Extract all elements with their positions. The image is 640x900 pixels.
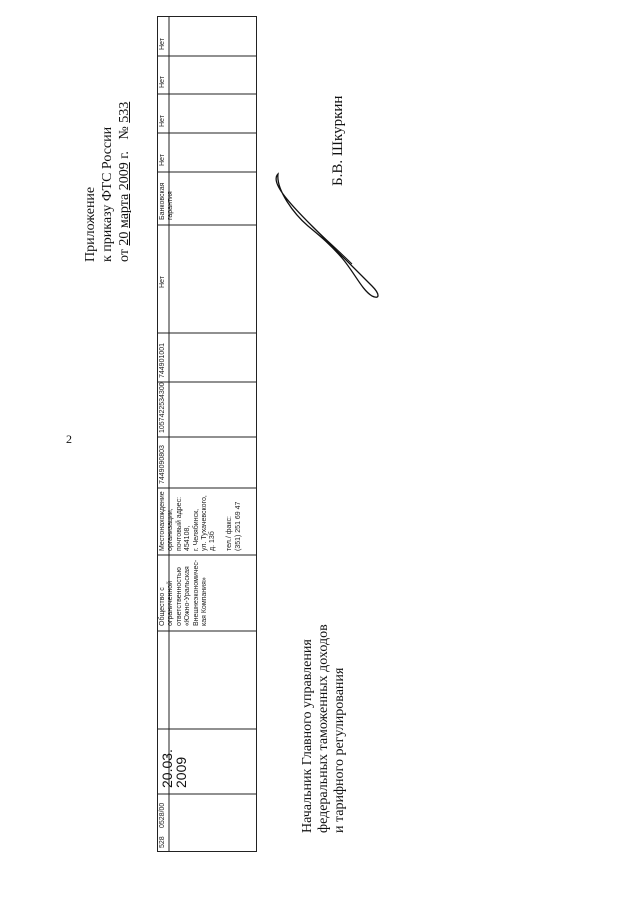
cell-no-1: Нет: [159, 276, 166, 288]
signatory-position: [300, 624, 348, 833]
org-line: ответственностью: [175, 567, 183, 626]
order-number: 533: [117, 101, 132, 123]
signer-name: Б.В. Шкуркин: [330, 95, 346, 186]
attachment-order: к приказу ФТС России: [100, 126, 115, 262]
address-line: (351) 251 69 47: [234, 501, 242, 551]
date-day: 20: [117, 231, 132, 246]
registry-table: [157, 16, 257, 852]
cell-no-5: Нет: [159, 38, 166, 50]
address-line: тел./ факс:: [226, 516, 234, 551]
date-month: марта: [117, 193, 132, 229]
address-spacer: [218, 491, 226, 551]
cell-date-line2: 2009: [173, 756, 189, 788]
position-line-1: Начальник Главного управления: [300, 639, 315, 833]
org-line: Общество с: [159, 587, 166, 626]
page-number: 2: [66, 432, 72, 446]
cell-no-2: Нет: [159, 154, 166, 166]
address-line: организации,: [167, 508, 175, 551]
cell-guarantee: [159, 183, 176, 220]
org-line: Внешнеэкономичес-: [192, 559, 200, 626]
date-year: 2009: [117, 162, 132, 191]
cell-date-line1: 20.03.: [159, 749, 175, 788]
address-line: почтовый адрес:: [175, 496, 183, 551]
cell-no-3: Нет: [159, 115, 166, 127]
attachment-header: [82, 102, 133, 262]
cell-reg-no: 528: [159, 836, 166, 848]
guarantee-line: гарантия: [167, 191, 175, 220]
address-line: г. Челябинск,: [192, 508, 200, 551]
cell-kpp: 744901001: [159, 342, 166, 378]
date-year-suffix: г.: [117, 151, 132, 159]
org-line: ограниченной: [167, 580, 175, 626]
cell-date: [160, 749, 188, 788]
attachment-date-line: [116, 102, 133, 262]
handwritten-signature: [268, 168, 386, 300]
cell-inn: 7449090803: [159, 445, 166, 484]
table-grid: [157, 16, 257, 852]
position-line-2: федеральных таможенных доходов: [316, 624, 331, 833]
cell-organization: [159, 560, 209, 626]
cell-no-4: Нет: [159, 76, 166, 88]
date-prefix: от: [117, 249, 132, 262]
order-number-label: №: [117, 126, 132, 140]
attachment-title: Приложение: [83, 186, 98, 262]
address-line: д. 13б: [209, 531, 217, 551]
address-line: ул. Тухачевского,: [201, 495, 209, 551]
cell-address: [159, 491, 243, 551]
position-line-3: и тарифного регулирования: [332, 667, 347, 833]
cell-code: 0528/00: [159, 802, 166, 828]
org-line: кая Компания»: [201, 577, 209, 626]
address-line: Местонахождение: [159, 491, 166, 551]
guarantee-line: Банковская: [159, 182, 166, 220]
cell-ogrn: 1057422534300: [159, 382, 166, 433]
org-line: «Южно-Уральская: [184, 566, 192, 626]
address-line: 454108,: [184, 525, 192, 551]
